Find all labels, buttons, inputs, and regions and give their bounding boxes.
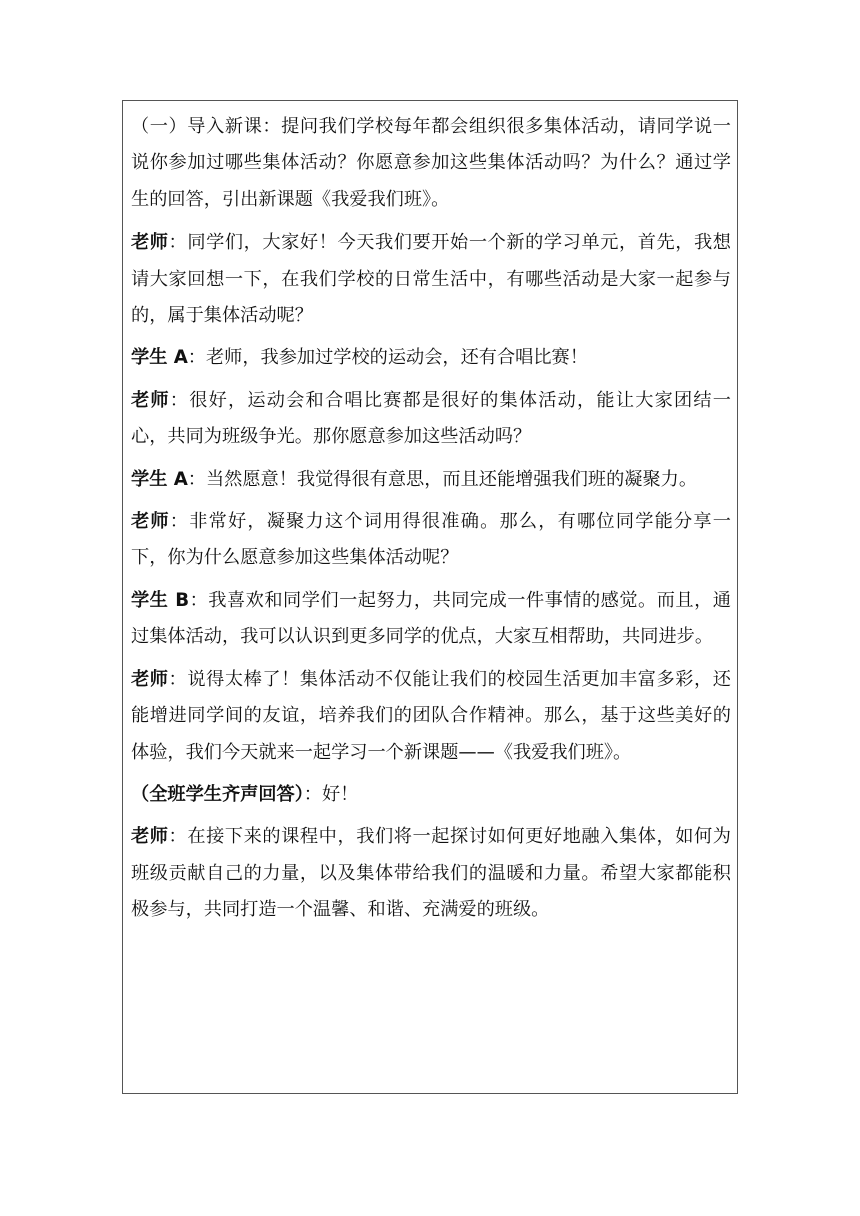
dialogue-line <box>131 340 731 376</box>
intro-text: （一）导入新课：提问我们学校每年都会组织很多集体活动，请同学说一说你参加过哪些集体活动？你愿意参加这些集体活动吗？为什么？通过学生的回答，引出新课题《我爱我们班》。 <box>131 116 731 210</box>
dialogue-line <box>131 462 731 498</box>
dialogue-line <box>131 662 731 771</box>
dialogue-text: ：好！ <box>303 783 359 805</box>
dialogue-line <box>131 504 731 577</box>
speaker-label: 老师 <box>131 511 170 533</box>
dialogue-line <box>131 383 731 456</box>
dialogue-line <box>131 583 731 656</box>
dialogue-line <box>131 225 731 334</box>
dialogue-line <box>131 777 731 813</box>
dialogue-text: ：老师，我参加过学校的运动会，还有合唱比赛！ <box>187 347 588 369</box>
speaker-label: 学生 B <box>131 589 190 611</box>
dialogue-line <box>131 819 731 928</box>
speaker-label: 老师 <box>131 668 169 690</box>
dialogue-text: ：当然愿意！我觉得很有意思，而且还能增强我们班的凝聚力。 <box>187 468 698 490</box>
dialogue-text: ：在接下来的课程中，我们将一起探讨如何更好地融入集体，如何为班级贡献自己的力量，以及集体带给我们的温暖和力量。希望大家都能积极参与，共同打造一个温馨、和谐、充满爱的班级。 <box>131 826 731 921</box>
lesson-dialogue <box>131 109 731 935</box>
intro-paragraph <box>131 109 731 218</box>
dialogue-text: ：同学们，大家好！今天我们要开始一个新的学习单元，首先，我想请大家回想一下，在我们学校的日常生活中，有哪些活动是大家一起参与的，属于集体活动呢？ <box>131 232 731 327</box>
speaker-label: 老师 <box>131 232 169 254</box>
speaker-label: 老师 <box>131 389 170 411</box>
speaker-label: 学生 A <box>131 468 188 490</box>
speaker-label: 老师 <box>131 826 169 848</box>
speaker-label: 学生 A <box>131 347 188 369</box>
dialogue-text: ：说得太棒了！集体活动不仅能让我们的校园生活更加丰富多彩，还能增进同学间的友谊，培养我们的团队合作精神。那么，基于这些美好的体验，我们今天就来一起学习一个新课题——《我爱我们班》。 <box>131 668 731 763</box>
dialogue-text: ：非常好，凝聚力这个词用得很准确。那么，有哪位同学能分享一下，你为什么愿意参加这些集体活动呢？ <box>131 511 731 569</box>
speaker-label: （全班学生齐声回答） <box>131 783 304 805</box>
lesson-table-cell <box>122 100 738 1094</box>
dialogue-text: ：我喜欢和同学们一起努力，共同完成一件事情的感觉。而且，通过集体活动，我可以认识到更多同学的优点，大家互相帮助，共同进步。 <box>131 589 731 648</box>
dialogue-text: ：很好，运动会和合唱比赛都是很好的集体活动，能让大家团结一心，共同为班级争光。那你愿意参加这些活动吗？ <box>131 389 731 448</box>
